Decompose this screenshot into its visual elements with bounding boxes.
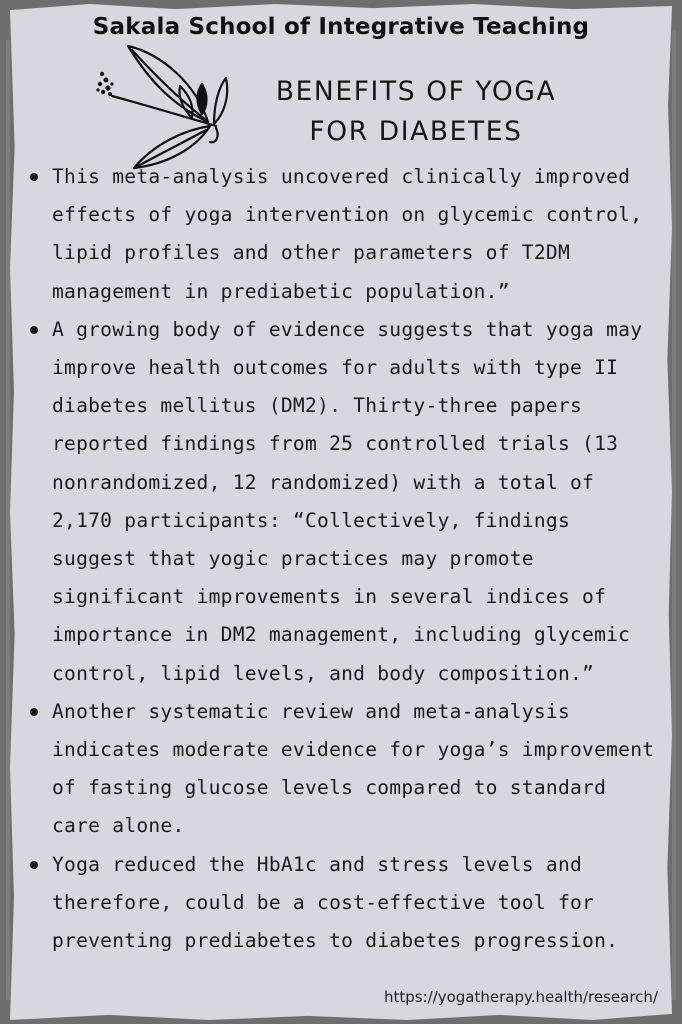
heading-line-2: FOR DIABETES [309,116,523,147]
paper-edge-left [6,40,10,1000]
list-item: Another systematic review and meta-analysis indicates moderate evidence for yoga’s improvement of fasting glucose levels compared to standard care alone. [30,693,666,846]
source-link[interactable]: https://yogatherapy.health/research/ [383,988,658,1006]
list-item: This meta-analysis uncovered clinically improved effects of yoga intervention on glycemic control, lipid profiles and other parameters of T2DM management in prediabetic population.” [30,158,666,311]
list-item: A growing body of evidence suggests that yoga may improve health outcomes for adults with type II diabetes mellitus (DM2). Thirty-three papers reported findings from 25 controlled trials (13 nonrandomized, 12 randomized) with a total of 2,170 participants: “Collectively, findings suggest that yogic practices may promote significant improvements in several indices of importance in DM2 management, including glycemic control, lipid levels, and body composition.” [30,311,666,693]
list-item: Yoga reduced the HbA1c and stress levels and therefore, could be a cost-effective tool for preventing prediabetes to diabetes progression. [30,846,666,961]
heading-line-1: BENEFITS OF YOGA [275,76,557,107]
page-heading [236,72,596,152]
paper-edge-right [672,30,676,1000]
leaf-branch-icon [92,44,232,170]
school-title: Sakala School of Integrative Teaching [92,14,590,40]
benefits-list [30,158,666,960]
